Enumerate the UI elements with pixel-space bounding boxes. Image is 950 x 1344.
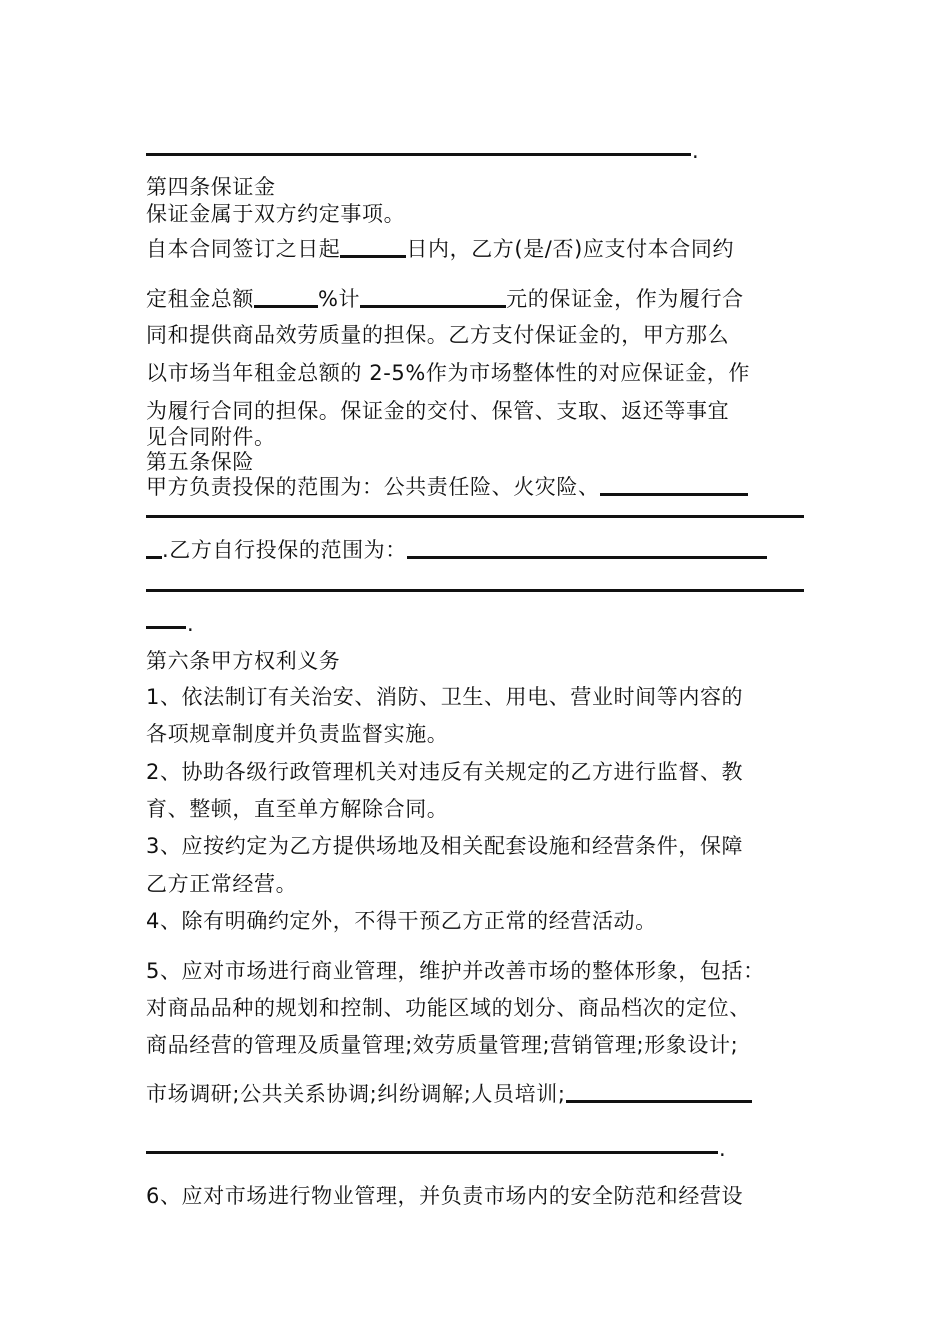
list-item: 4、除有明确约定外，不得干预乙方正常的经营活动。 — [146, 909, 657, 933]
paragraph-line — [146, 286, 744, 312]
list-item: 乙方正常经营。 — [146, 872, 298, 896]
fill-in-blank[interactable] — [146, 153, 691, 156]
list-item: 5、应对市场进行商业管理，维护并改善市场的整体形象，包括： — [146, 959, 765, 983]
period: . — [719, 1137, 726, 1161]
list-item: 2、协助各级行政管理机关对违反有关规定的乙方进行监督、教 — [146, 760, 744, 784]
list-item: 1、依法制订有关治安、消防、卫生、用电、营业时间等内容的 — [146, 685, 744, 709]
fill-in-blank[interactable] — [600, 493, 748, 496]
paragraph-line: 为履行合同的担保。保证金的交付、保管、支取、返还等事宜 — [146, 399, 730, 423]
list-item: 6、应对市场进行物业管理，并负责市场内的安全防范和经营设 — [146, 1184, 744, 1208]
text-run: 自本合同签订之日起 — [146, 237, 341, 261]
text-run: 元的保证金，作为履行合 — [506, 287, 744, 311]
fill-in-blank[interactable] — [407, 556, 767, 559]
paragraph-line — [146, 474, 748, 500]
list-item: 3、应按约定为乙方提供场地及相关配套设施和经营条件，保障 — [146, 834, 744, 858]
article-4-heading: 第四条保证金 — [146, 175, 276, 199]
period: . — [692, 139, 699, 163]
paragraph-line — [146, 236, 734, 262]
fill-in-blank[interactable] — [146, 589, 804, 592]
paragraph-line: 见合同附件。 — [146, 425, 276, 449]
fill-in-blank[interactable] — [254, 305, 318, 308]
period: . — [187, 612, 194, 636]
list-item — [146, 1081, 752, 1107]
fill-in-blank[interactable] — [146, 515, 804, 518]
fill-in-blank[interactable] — [360, 305, 506, 308]
list-item: 商品经营的管理及质量管理;效劳质量管理;营销管理;形象设计; — [146, 1033, 739, 1057]
fill-in-blank[interactable] — [146, 556, 162, 559]
fill-in-blank[interactable] — [566, 1100, 752, 1103]
fill-in-blank[interactable] — [340, 255, 406, 258]
text-run: 定租金总额 — [146, 287, 254, 311]
article-6-heading: 第六条甲方权利义务 — [146, 649, 341, 673]
text-run: 甲方负责投保的范围为：公共责任险、火灾险、 — [146, 475, 600, 499]
fill-in-blank[interactable] — [146, 1151, 718, 1154]
list-item: 对商品品种的规划和控制、功能区域的划分、商品档次的定位、 — [146, 996, 751, 1020]
list-item: 各项规章制度并负责监督实施。 — [146, 722, 449, 746]
article-5-heading: 第五条保险 — [146, 450, 254, 474]
paragraph-line: 同和提供商品效劳质量的担保。乙方支付保证金的，甲方那么 — [146, 323, 730, 347]
list-item: 育、整顿，直至单方解除合同。 — [146, 797, 449, 821]
paragraph-line — [146, 537, 767, 563]
text-run: .乙方自行投保的范围为： — [162, 538, 407, 562]
paragraph-line: 保证金属于双方约定事项。 — [146, 202, 406, 226]
text-run: 日内，乙方(是/否)应支付本合同约 — [406, 237, 735, 261]
text-run: %计 — [318, 287, 361, 311]
paragraph-line: 以市场当年租金总额的 2-5%作为市场整体性的对应保证金，作 — [146, 361, 750, 385]
fill-in-blank[interactable] — [146, 626, 186, 629]
text-run: 市场调研;公共关系协调;纠纷调解;人员培训; — [146, 1082, 566, 1106]
